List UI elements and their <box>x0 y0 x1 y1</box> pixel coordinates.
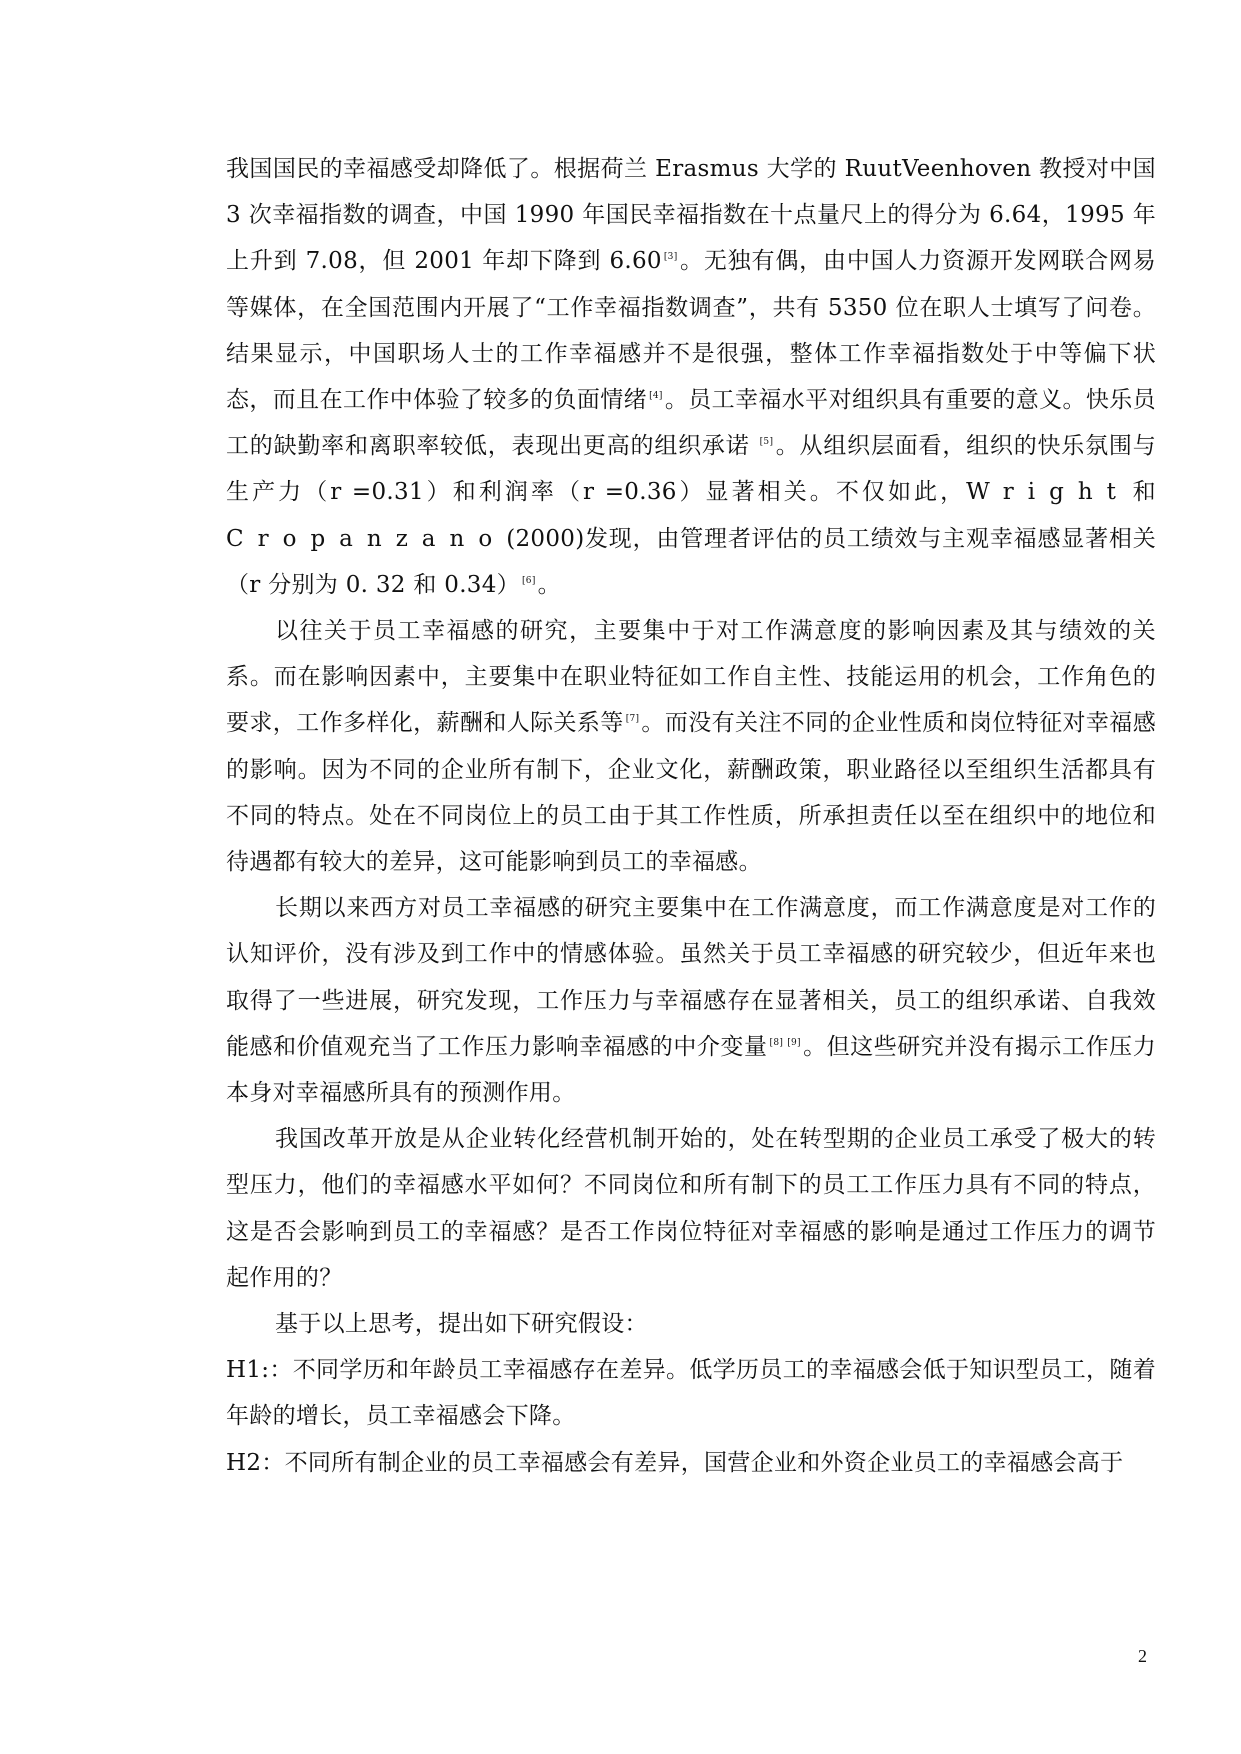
text-run: 我国国民的幸福感受却降低了。根据荷兰 Erasmus 大学的 RuutVeenhoven 教授对中国 3 次幸福指数的调查，中国 1990 年国民幸福指数在十点量尺上的得分为 6.64，1995 年上升到 7.08，但 2001 年却下降到 6.60 <box>226 156 1156 275</box>
citation-ref: [3] <box>663 252 678 263</box>
author-name: Wright <box>966 479 1130 506</box>
citation-ref: [4] <box>649 391 663 402</box>
text-run: 。但这些研究并没有揭示工作压力本身对幸福感所具有的预测作用。 <box>226 1033 1157 1107</box>
hypothesis-h1 <box>226 1347 1156 1439</box>
text-run: 长期以来西方对员工幸福感的研究主要集中在工作满意度，而工作满意度是对工作的认知评价，没有涉及到工作中的情感体验。虽然关于员工幸福感的研究较少，但近年来也取得了一些进展，研究发现，工作压力与幸福感存在显著相关，员工的组织承诺、自我效能感和价值观充当了工作压力影响幸福感的中介变量 <box>226 895 1156 1060</box>
paragraph-p4 <box>226 1116 1156 1301</box>
citation-ref: [5] <box>759 437 774 448</box>
text-run: (2000)发现，由管理者评估的员工绩效与主观幸福感显著相关（r 分别为 0. 32 和 0.34） <box>226 525 1156 598</box>
citation-ref: [8] <box>769 1037 784 1048</box>
text-run: H2：不同所有制企业的员工幸福感会有差异，国营企业和外资企业员工的幸福感会高于 <box>226 1449 1124 1476</box>
hypothesis-h2 <box>226 1440 1156 1486</box>
paragraph-p5 <box>226 1301 1156 1347</box>
text-run: 。从组织层面看，组织的快乐氛围与生产力（r =0.31）和利润率（r =0.36）显著相关。不仅如此， <box>226 433 1156 506</box>
text-run: 我国改革开放是从企业转化经营机制开始的，处在转型期的企业员工承受了极大的转型压力，他们的幸福感水平如何？不同岗位和所有制下的员工工作压力具有不同的特点，这是否会影响到员工的幸福感？是否工作岗位特征对幸福感的影响是通过工作压力的调节起作用的？ <box>226 1126 1156 1291</box>
text-run: 。而没有关注不同的企业性质和岗位特征对幸福感的影响。因为不同的企业所有制下，企业文化，薪酬政策，职业路径以至组织生活都具有不同的特点。处在不同岗位上的员工由于其工作性质，所承担责任以至在组织中的地位和待遇都有较大的差异，这可能影响到员工的幸福感。 <box>226 710 1156 876</box>
citation-ref: [6] <box>521 575 536 586</box>
citation-ref: [7] <box>625 714 640 725</box>
page-number: 2 <box>1138 1646 1147 1666</box>
text-run: 和 <box>1129 479 1156 506</box>
author-name: Cropanzano <box>226 525 507 552</box>
body-text <box>226 146 1156 1486</box>
text-run: 以往关于员工幸福感的研究，主要集中于对工作满意度的影响因素及其与绩效的关系。而在影响因素中，主要集中在职业特征如工作自主性、技能运用的机会，工作角色的要求，工作多样化，薪酬和人际关系等 <box>226 618 1156 737</box>
paragraph-p2 <box>226 608 1156 885</box>
text-run: H1:：不同学历和年龄员工幸福感存在差异。低学历员工的幸福感会低于知识型员工，随着年龄的增长，员工幸福感会下降。 <box>226 1357 1156 1430</box>
text-run: 。无独有偶，由中国人力资源开发网联合网易等媒体，在全国范围内开展了“工作幸福指数调查”，共有 5350 位在职人士填写了问卷。结果显示，中国职场人士的工作幸福感并不是很强，整体工作幸福指数处于中等偏下状态，而且在工作中体验了较多的负面情绪 <box>226 248 1157 414</box>
paragraph-p3 <box>226 885 1156 1116</box>
citation-ref: [9] <box>787 1037 801 1048</box>
text-run: 。 <box>537 571 561 598</box>
text-run: 基于以上思考，提出如下研究假设： <box>275 1311 648 1338</box>
paragraph-p1 <box>226 146 1156 608</box>
text-run: 。员工幸福水平对组织具有重要的意义。快乐员工的缺勤率和离职率较低，表现出更高的组织承诺 <box>226 387 1156 460</box>
